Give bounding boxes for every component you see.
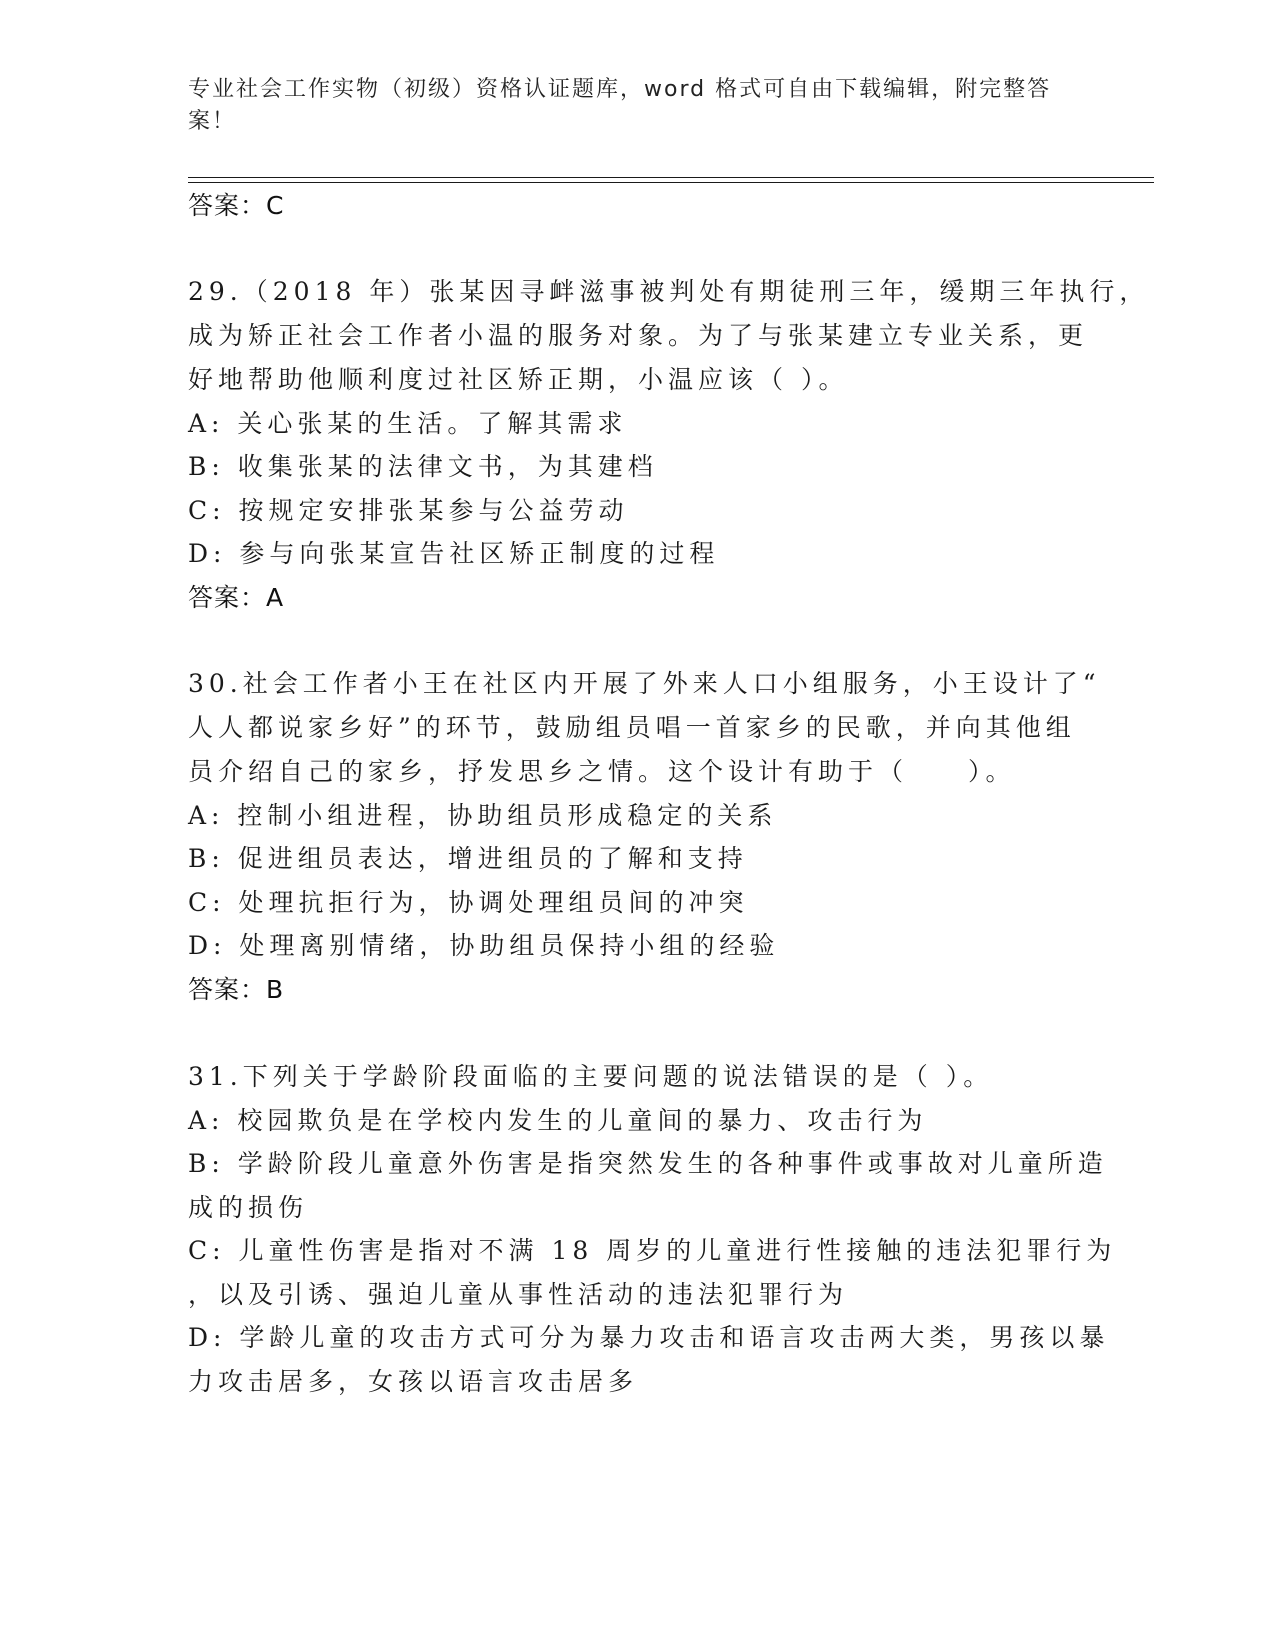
question-29-stem-1: 29.（2018 年）张某因寻衅滋事被判处有期徒刑三年，缓期三年执行， bbox=[188, 277, 1150, 306]
question-31-option-d-line-2: 力攻击居多，女孩以语言攻击居多 bbox=[188, 1367, 639, 1396]
question-30-option-b: B: 促进组员表达，增进组员的了解和支持 bbox=[188, 844, 748, 873]
header-line-2: 案！ bbox=[188, 109, 237, 134]
document-header bbox=[188, 74, 1068, 138]
question-29-stem-2: 成为矫正社会工作者小温的服务对象。为了与张某建立专业关系，更 bbox=[188, 321, 1089, 350]
question-29-option-a: A: 关心张某的生活。了解其需求 bbox=[188, 409, 628, 438]
question-30-option-c: C: 处理抗拒行为，协调处理组员间的冲突 bbox=[188, 888, 749, 917]
question-31-option-a: A: 校园欺负是在学校内发生的儿童间的暴力、攻击行为 bbox=[188, 1106, 928, 1135]
answer-q29: 答案：A bbox=[188, 583, 285, 612]
question-31-option-b-line-2: 成的损伤 bbox=[188, 1193, 309, 1222]
question-30-stem-3: 员介绍自己的家乡，抒发思乡之情。这个设计有助于（ ）。 bbox=[188, 757, 1016, 786]
answer-q28: 答案：C bbox=[188, 191, 285, 220]
question-31-stem: 31.下列关于学龄阶段面临的主要问题的说法错误的是（ ）。 bbox=[188, 1062, 994, 1091]
question-29-option-d: D: 参与向张某宣告社区矫正制度的过程 bbox=[188, 539, 720, 568]
question-31-option-c-line-2: ，以及引诱、强迫儿童从事性活动的违法犯罪行为 bbox=[188, 1280, 849, 1309]
header-rule-bottom bbox=[188, 182, 1154, 183]
question-30-stem-1: 30.社会工作者小王在社区内开展了外来人口小组服务，小王设计了“ bbox=[188, 669, 1101, 698]
question-29-option-c: C: 按规定安排张某参与公益劳动 bbox=[188, 496, 629, 525]
header-line-1: 专业社会工作实物（初级）资格认证题库，word 格式可自由下载编辑，附完整答 bbox=[188, 77, 1052, 102]
question-30-option-d: D: 处理离别情绪，协助组员保持小组的经验 bbox=[188, 931, 780, 960]
question-29-option-b: B: 收集张某的法律文书，为其建档 bbox=[188, 452, 658, 481]
question-31-option-d-line-1: D: 学龄儿童的攻击方式可分为暴力攻击和语言攻击两大类，男孩以暴 bbox=[188, 1323, 1110, 1352]
question-29-stem-3: 好地帮助他顺利度过社区矫正期，小温应该（ ）。 bbox=[188, 365, 849, 394]
question-31-option-c-line-1: C: 儿童性伤害是指对不满 18 周岁的儿童进行性接触的违法犯罪行为 bbox=[188, 1236, 1117, 1265]
question-30-option-a: A: 控制小组进程，协助组员形成稳定的关系 bbox=[188, 801, 778, 830]
header-rule-top bbox=[188, 177, 1154, 178]
answer-q30: 答案：B bbox=[188, 975, 285, 1004]
question-30-stem-2: 人人都说家乡好”的环节，鼓励组员唱一首家乡的民歌，并向其他组 bbox=[188, 713, 1076, 742]
question-31-option-b-line-1: B: 学龄阶段儿童意外伤害是指突然发生的各种事件或事故对儿童所造 bbox=[188, 1149, 1108, 1178]
